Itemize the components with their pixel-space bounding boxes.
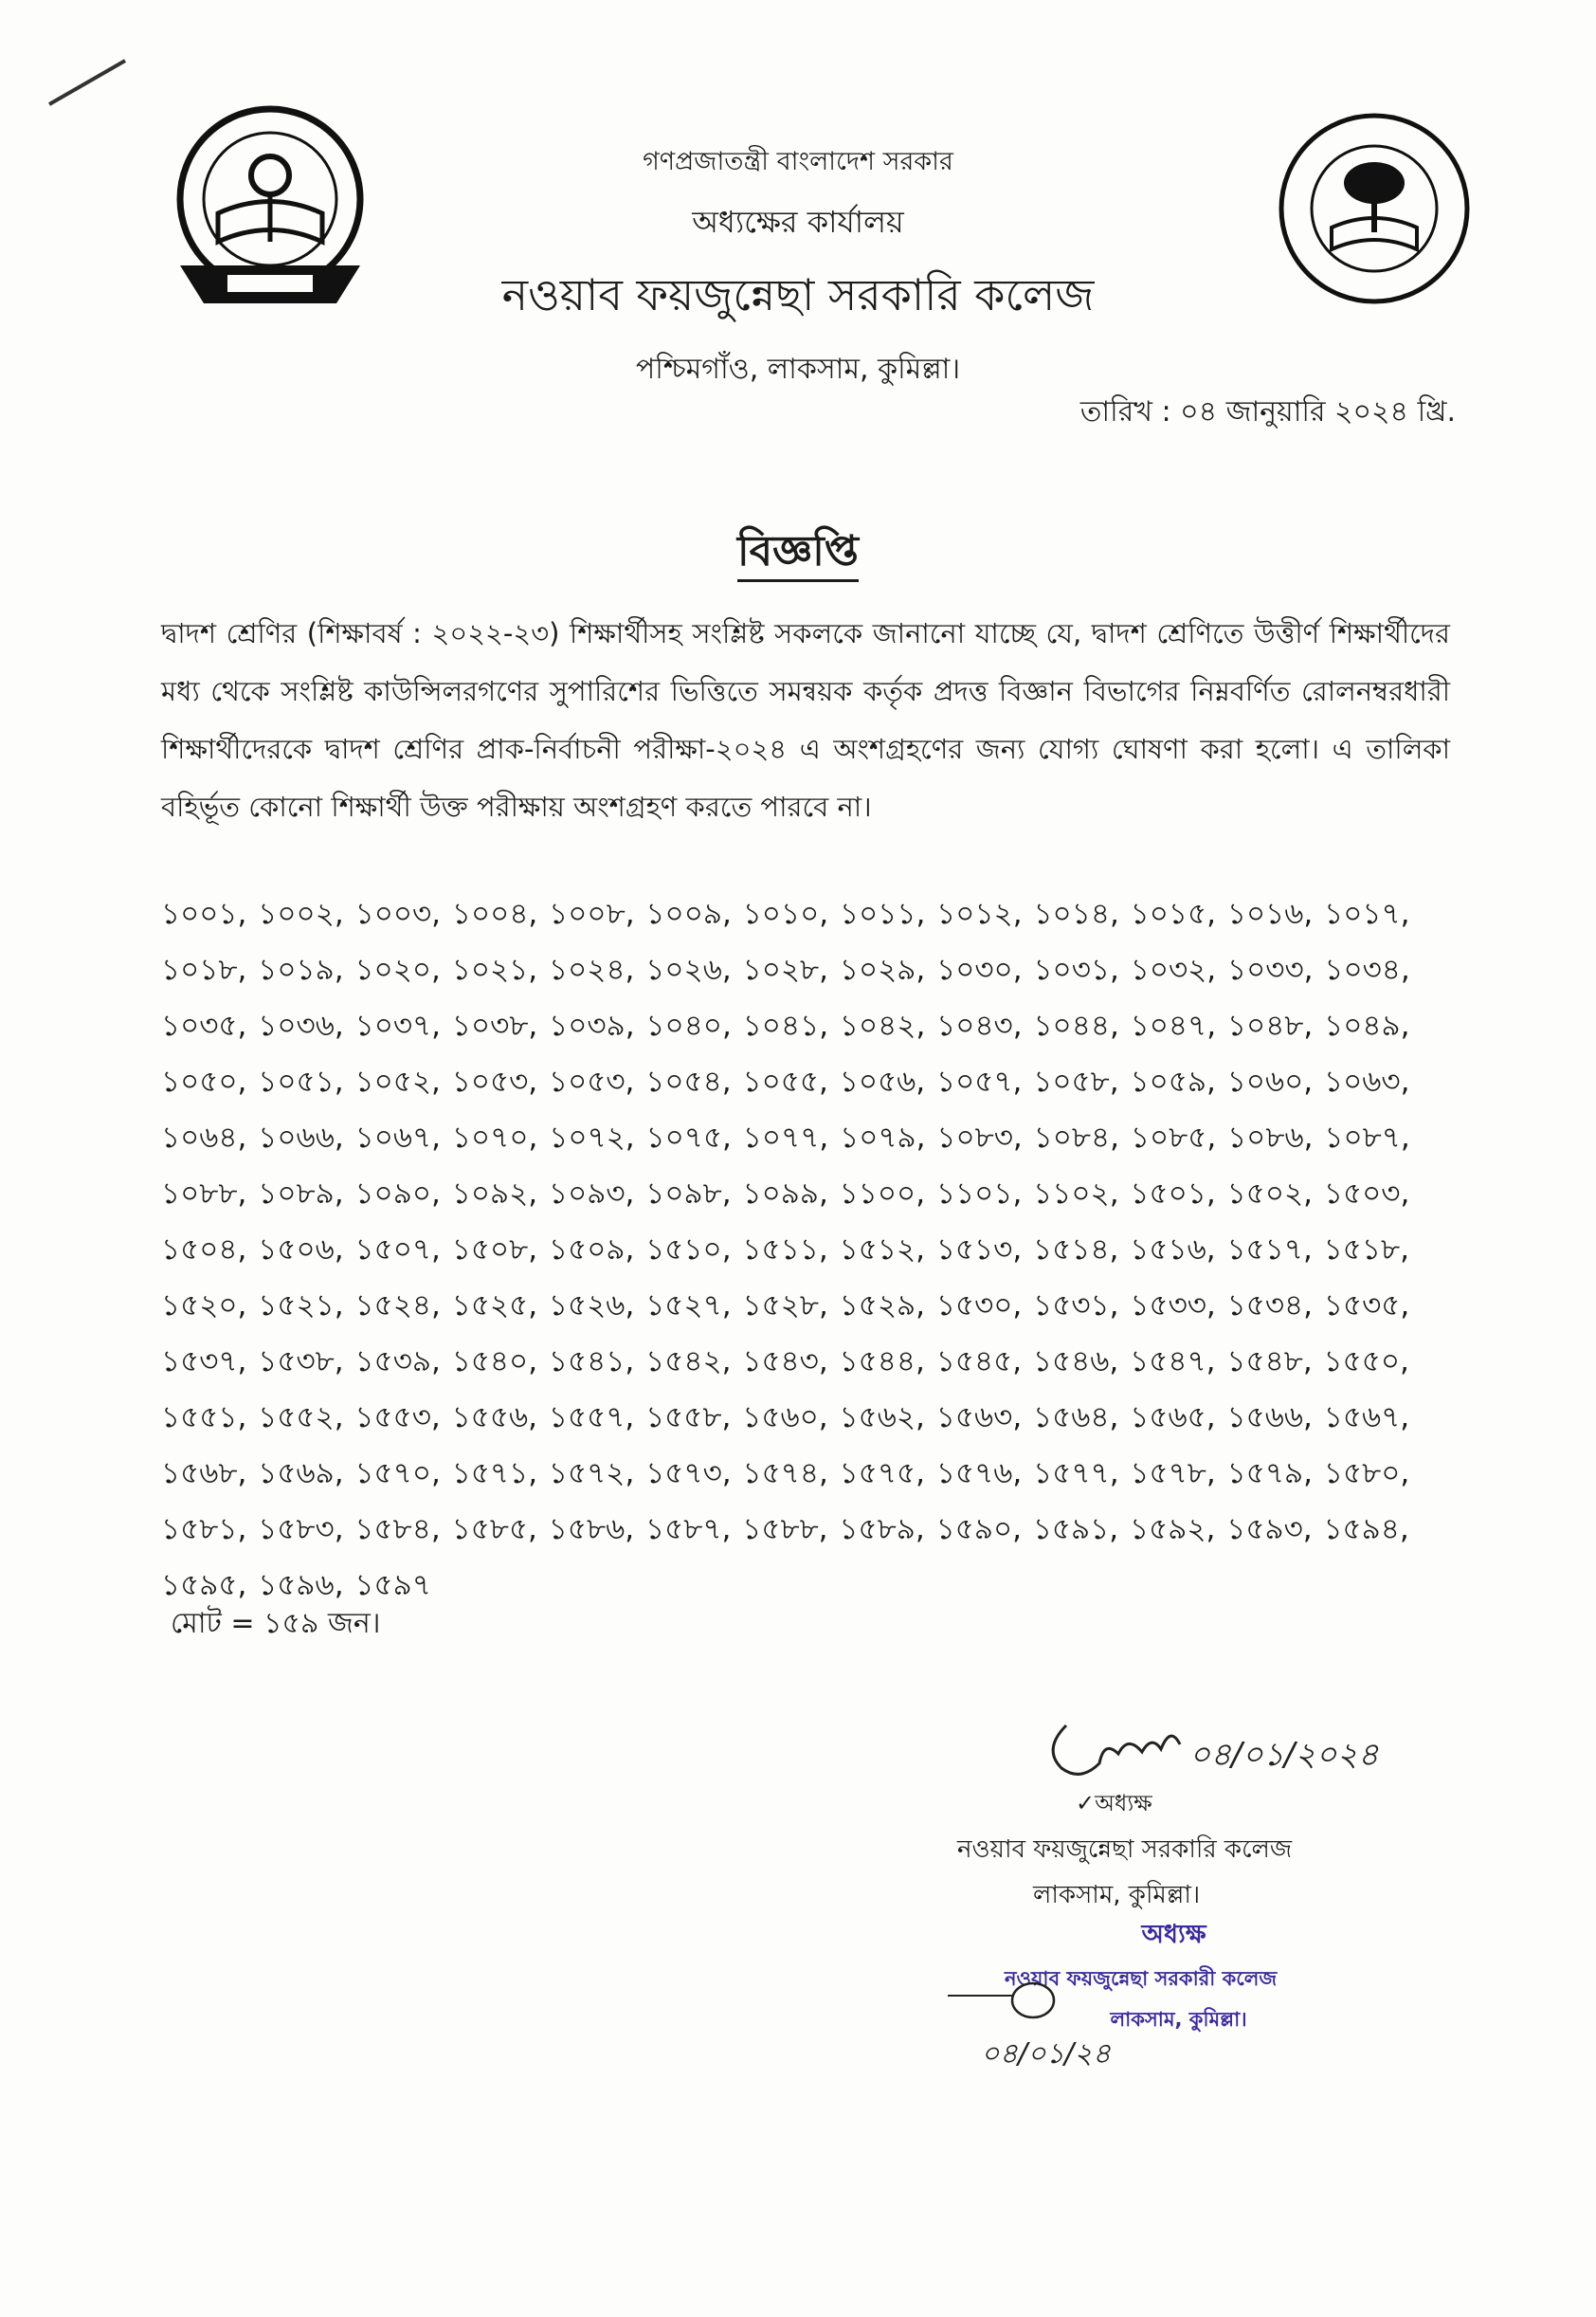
roll-number: ১৫২০,	[161, 1288, 247, 1323]
roll-number: ১০৪০,	[645, 1009, 732, 1043]
roll-number: ১০৩৯,	[549, 1009, 635, 1043]
roll-number: ১৫৪৩,	[742, 1344, 828, 1378]
signatory-title: ✓অধ্যক্ষ	[1076, 1790, 1152, 1816]
roll-number: ১০৩৩,	[1227, 953, 1314, 987]
roll-number: ১০৫৪,	[645, 1065, 732, 1099]
roll-number: ১৫২৭,	[645, 1288, 732, 1323]
roll-number: ১৫৫৩,	[354, 1400, 441, 1434]
roll-number: ১০৬৪,	[161, 1121, 247, 1155]
roll-number: ১৫৭৬,	[935, 1456, 1023, 1490]
government-name: গণপ্রজাতন্ত্রী বাংলাদেশ সরকার	[643, 147, 953, 176]
roll-number: ১০৪২,	[839, 1009, 926, 1043]
handwritten-signature	[1038, 1706, 1388, 1792]
roll-number: ১৫১৪,	[1033, 1232, 1119, 1267]
roll-number: ১০২৮,	[742, 953, 828, 987]
roll-number: ১০০২,	[258, 897, 344, 931]
roll-number: ১৫২৯,	[839, 1288, 926, 1323]
roll-number: ১৫৬৯,	[258, 1456, 344, 1490]
roll-number: ১৫৩১,	[1033, 1288, 1119, 1323]
roll-number: ১০৯২,	[451, 1177, 538, 1211]
roll-number: ১৫৪৬,	[1032, 1344, 1119, 1378]
roll-number: ১৫৯৭	[354, 1568, 431, 1602]
roll-number: ১০৫০,	[161, 1065, 247, 1099]
roll-number: ১৫২৫,	[451, 1288, 538, 1323]
roll-number: ১৫৪৭,	[1130, 1344, 1216, 1378]
roll-number: ১৫২৮,	[742, 1288, 828, 1323]
total-count: মোট = ১৫৯ জন।	[171, 1607, 381, 1640]
roll-number: ১৫৮৪,	[354, 1512, 441, 1546]
roll-number: ১৫৭৯,	[1226, 1456, 1313, 1490]
roll-number: ১০৪৯,	[1324, 1009, 1410, 1043]
roll-number: ১৫৬৫,	[1130, 1400, 1216, 1434]
notice-body: দ্বাদশ শ্রেণির (শিক্ষাবর্ষ : ২০২২-২৩) শিক্ষার্থীসহ সংশ্লিষ্ট সকলকে জানানো যাচ্ছে যে, দ্বাদশ শ্রেণিতে উত্তীর্ণ শিক্ষার্থীদের মধ্য থেকে সংশ্লিষ্ট কাউন্সিলরগণের সুপারিশের ভিত্তিতে সমন্বয়ক কর্তৃক প্রদত্ত বিজ্ঞান বিভাগের নিম্নবর্ণিত রোলনম্বরধারী শিক্ষার্থীদেরকে দ্বাদশ শ্রেণির প্রাক-নির্বাচনী পরীক্ষা-২০২৪ এ অংশগ্রহণের জন্য যোগ্য ঘোষণা করা হলো। এ তালিকা বহির্ভূত কোনো শিক্ষার্থী উক্ত পরীক্ষায় অংশগ্রহণ করতে পারবে না।	[161, 617, 1450, 823]
roll-number: ১০৫৯,	[1130, 1065, 1216, 1099]
roll-number: ১৫৮৩,	[258, 1512, 344, 1546]
roll-number: ১০৪৮,	[1226, 1009, 1314, 1043]
roll-number: ১৫৬৪,	[1033, 1400, 1119, 1434]
roll-number: ১৫৬০,	[742, 1400, 828, 1434]
roll-number: ১০৫৩,	[549, 1065, 635, 1099]
roll-number: ১৫৫৮,	[645, 1400, 732, 1434]
roll-number: ১৫৭৭,	[1033, 1456, 1119, 1490]
roll-number: ১৫৪৫,	[935, 1344, 1023, 1378]
roll-number: ১৫০৭,	[354, 1232, 441, 1267]
roll-number: ১৫৫২,	[258, 1400, 344, 1434]
roll-number: ১৫৯৩,	[1226, 1512, 1313, 1546]
roll-number: ১০৪৪,	[1033, 1009, 1119, 1043]
roll-number: ১৫৩৫,	[1323, 1288, 1410, 1323]
roll-number: ১০৭২,	[549, 1121, 635, 1155]
roll-number: ১৫৩৪,	[1226, 1288, 1313, 1323]
signature-date: ০৪/০১/২০২৪	[1189, 1736, 1379, 1774]
roll-number: ১৫২৬,	[548, 1288, 635, 1323]
roll-number: ১০৭০,	[451, 1121, 538, 1155]
letterhead	[0, 142, 1596, 394]
roll-number: ১৫৭২,	[548, 1456, 635, 1490]
roll-number: ১৫৬৬,	[1226, 1400, 1313, 1434]
roll-number: ১০২৬,	[645, 953, 732, 987]
roll-number: ১০৩১,	[1033, 953, 1119, 987]
roll-number: ১৫১৭,	[1226, 1232, 1313, 1267]
roll-number: ১০৩৭,	[354, 1009, 442, 1043]
roll-number: ১৫৪৪,	[839, 1344, 925, 1378]
roll-number: ১৫৪২,	[645, 1344, 732, 1378]
roll-number: ১০৪১,	[742, 1009, 829, 1043]
roll-number: ১০৫১,	[258, 1065, 344, 1099]
roll-number: ১০৭৯,	[840, 1121, 926, 1155]
roll-number: ১৫০১,	[1130, 1177, 1216, 1211]
roll-number: ১০৩৬,	[258, 1009, 344, 1043]
roll-number: ১০৫৮,	[1033, 1065, 1119, 1099]
roll-number: ১১০২,	[1033, 1177, 1119, 1211]
roll-number: ১০৬৬,	[258, 1121, 344, 1155]
roll-number: ১৫১৬,	[1130, 1232, 1216, 1267]
roll-number: ১০০৩,	[354, 897, 442, 931]
pen-stroke-mark	[45, 55, 131, 112]
roll-number-list	[161, 886, 1450, 1614]
roll-number: ১০৯৩,	[548, 1177, 635, 1211]
roll-number: ১১০১,	[935, 1177, 1023, 1211]
roll-number: ১০৫৬,	[839, 1065, 926, 1099]
roll-number: ১৫০২,	[1226, 1177, 1314, 1211]
roll-number: ১০১৬,	[1226, 897, 1314, 931]
roll-number: ১৫৬২,	[839, 1400, 925, 1434]
roll-number: ১৫৬৩,	[935, 1400, 1023, 1434]
college-address: পশ্চিমগাঁও, লাকসাম, কুমিল্লা।	[635, 353, 961, 386]
roll-number: ১৫৪০,	[451, 1344, 538, 1378]
roll-number: ১৫০৪,	[161, 1232, 247, 1267]
roll-number: ১৫৭৫,	[839, 1456, 926, 1490]
roll-number: ১৫৫০,	[1323, 1344, 1409, 1378]
roll-number: ১০০৪,	[451, 897, 538, 931]
notice-title-text: বিজ্ঞপ্তি	[737, 527, 859, 582]
roll-number: ১০৯৮,	[645, 1177, 732, 1211]
roll-number: ১৫৭০,	[354, 1456, 441, 1490]
roll-number: ১০৩৪,	[1324, 953, 1410, 987]
roll-number: ১০৭৭,	[742, 1121, 829, 1155]
roll-number: ১০৬৩,	[1324, 1065, 1410, 1099]
roll-number: ১০৯৯,	[742, 1177, 828, 1211]
roll-number: ১৫৫৬,	[451, 1400, 537, 1434]
roll-number: ১৫৯২,	[1130, 1512, 1216, 1546]
office-name: অধ্যক্ষের কার্যালয়	[692, 204, 904, 240]
roll-number: ১৫৩৯,	[354, 1344, 441, 1378]
roll-number: ১৫৭৩,	[645, 1456, 732, 1490]
roll-number: ১৫৯৬,	[258, 1568, 344, 1602]
roll-number: ১৫৬৭,	[1323, 1400, 1410, 1434]
roll-number: ১০৮৬,	[1227, 1121, 1314, 1155]
roll-number: ১৫৭১,	[451, 1456, 538, 1490]
roll-number: ১০৪৩,	[936, 1009, 1023, 1043]
roll-number: ১০৩০,	[936, 953, 1023, 987]
stamp-initial-mark	[948, 1977, 1061, 2024]
roll-number: ১৫১৩,	[935, 1232, 1023, 1267]
roll-number: ১০০১,	[161, 897, 247, 931]
roll-number: ১০৮৭,	[1324, 1121, 1410, 1155]
roll-number: ১০১০,	[742, 897, 829, 931]
roll-number: ১৫৩৮,	[258, 1344, 344, 1378]
roll-number: ১০১৭,	[1324, 897, 1410, 931]
roll-number: ১৫৯৪,	[1323, 1512, 1409, 1546]
roll-number: ১০৩৮,	[451, 1009, 538, 1043]
roll-number: ১০১২,	[936, 897, 1023, 931]
roll-number: ১৫৭৪,	[742, 1456, 828, 1490]
roll-number: ১০৬০,	[1226, 1065, 1314, 1099]
roll-number: ১০৫৫,	[742, 1065, 828, 1099]
roll-number: ১০১৮,	[161, 953, 247, 987]
roll-number: ১৫২১,	[258, 1288, 344, 1323]
roll-number: ১০৯০,	[354, 1177, 441, 1211]
signatory-college: নওয়াব ফয়জুন্নেছা সরকারি কলেজ	[957, 1835, 1293, 1864]
roll-number: ১৫০৮,	[451, 1232, 538, 1267]
stamp-date: ০৪/০১/২৪	[981, 2037, 1112, 2071]
roll-number: ১৫৫৭,	[548, 1400, 635, 1434]
roll-number: ১৫০৬,	[258, 1232, 344, 1267]
roll-number: ১০২০,	[354, 953, 441, 987]
roll-number: ১০৭৫,	[645, 1121, 732, 1155]
roll-number: ১৫৫১,	[161, 1400, 247, 1434]
roll-number: ১৫৩৩,	[1130, 1288, 1216, 1323]
roll-number: ১০৮৯,	[258, 1177, 344, 1211]
roll-number: ১০৮৪,	[1033, 1121, 1119, 1155]
roll-number: ১০৬৭,	[354, 1121, 442, 1155]
roll-number: ১৫১০,	[645, 1232, 732, 1267]
roll-number: ১০১৪,	[1033, 897, 1119, 931]
roll-number: ১১০০,	[839, 1177, 926, 1211]
roll-number: ১০৩২,	[1130, 953, 1217, 987]
roll-number: ১৫০৯,	[548, 1232, 635, 1267]
roll-number: ১০৫৭,	[935, 1065, 1023, 1099]
roll-number: ১৫১১,	[742, 1232, 828, 1267]
roll-number: ১০৮৫,	[1130, 1121, 1217, 1155]
roll-number: ১৫৮৮,	[742, 1512, 828, 1546]
roll-number: ১০১৫,	[1130, 897, 1217, 931]
notice-date: তারিখ : ০৪ জানুয়ারি ২০২৪ খ্রি.	[1079, 395, 1456, 429]
roll-number: ১০৮৮,	[161, 1177, 247, 1211]
stamp-college: নওয়াব ফয়জুন্নেছা সরকারী কলেজ	[1005, 1967, 1278, 1990]
signatory-place: লাকসাম, কুমিল্লা।	[1033, 1881, 1201, 1909]
roll-number: ১০২৪,	[549, 953, 635, 987]
roll-number: ১৫৪৮,	[1226, 1344, 1313, 1378]
roll-number: ১০০৯,	[645, 897, 732, 931]
roll-number: ১৫৬৮,	[161, 1456, 247, 1490]
roll-number: ১০০৮,	[549, 897, 635, 931]
roll-number: ১০৩৫,	[161, 1009, 247, 1043]
roll-number: ১৫৩৭,	[161, 1344, 247, 1378]
roll-number: ১৫৮৯,	[839, 1512, 925, 1546]
roll-number: ১৫৯০,	[935, 1512, 1022, 1546]
roll-number: ১০১৯,	[258, 953, 344, 987]
roll-number: ১০৫৩,	[451, 1065, 538, 1099]
roll-number: ১৫০৩,	[1323, 1177, 1410, 1211]
roll-number: ১৫৮৭,	[645, 1512, 732, 1546]
roll-number: ১৫২৪,	[354, 1288, 441, 1323]
stamp-title: অধ্যক্ষ	[1141, 1920, 1206, 1949]
roll-number: ১০৫২,	[354, 1065, 441, 1099]
roll-number: ১৫৮১,	[161, 1512, 247, 1546]
roll-number: ১০২৯,	[839, 953, 926, 987]
notice-title	[0, 520, 1596, 589]
roll-number: ১৫৭৮,	[1130, 1456, 1216, 1490]
stamp-place: লাকসাম, কুমিল্লা।	[1110, 2008, 1247, 2031]
roll-number: ১৫৯১,	[1032, 1512, 1119, 1546]
roll-number: ১৫৪১,	[548, 1344, 635, 1378]
roll-number: ১৫১৮,	[1323, 1232, 1409, 1267]
roll-number: ১৫১২,	[839, 1232, 925, 1267]
roll-number: ১০২১,	[451, 953, 538, 987]
roll-number: ১০৮৩,	[936, 1121, 1023, 1155]
roll-number: ১৫৯৫,	[161, 1568, 247, 1602]
roll-number: ১৫৮৫,	[451, 1512, 537, 1546]
roll-number: ১৫৮০,	[1323, 1456, 1410, 1490]
roll-number: ১০১১,	[839, 897, 926, 931]
college-name: নওয়াব ফয়জুন্নেছা সরকারি কলেজ	[501, 269, 1095, 320]
roll-number: ১৫৩০,	[935, 1288, 1023, 1323]
roll-number: ১০৪৭,	[1130, 1009, 1217, 1043]
roll-number: ১৫৮৬,	[548, 1512, 635, 1546]
